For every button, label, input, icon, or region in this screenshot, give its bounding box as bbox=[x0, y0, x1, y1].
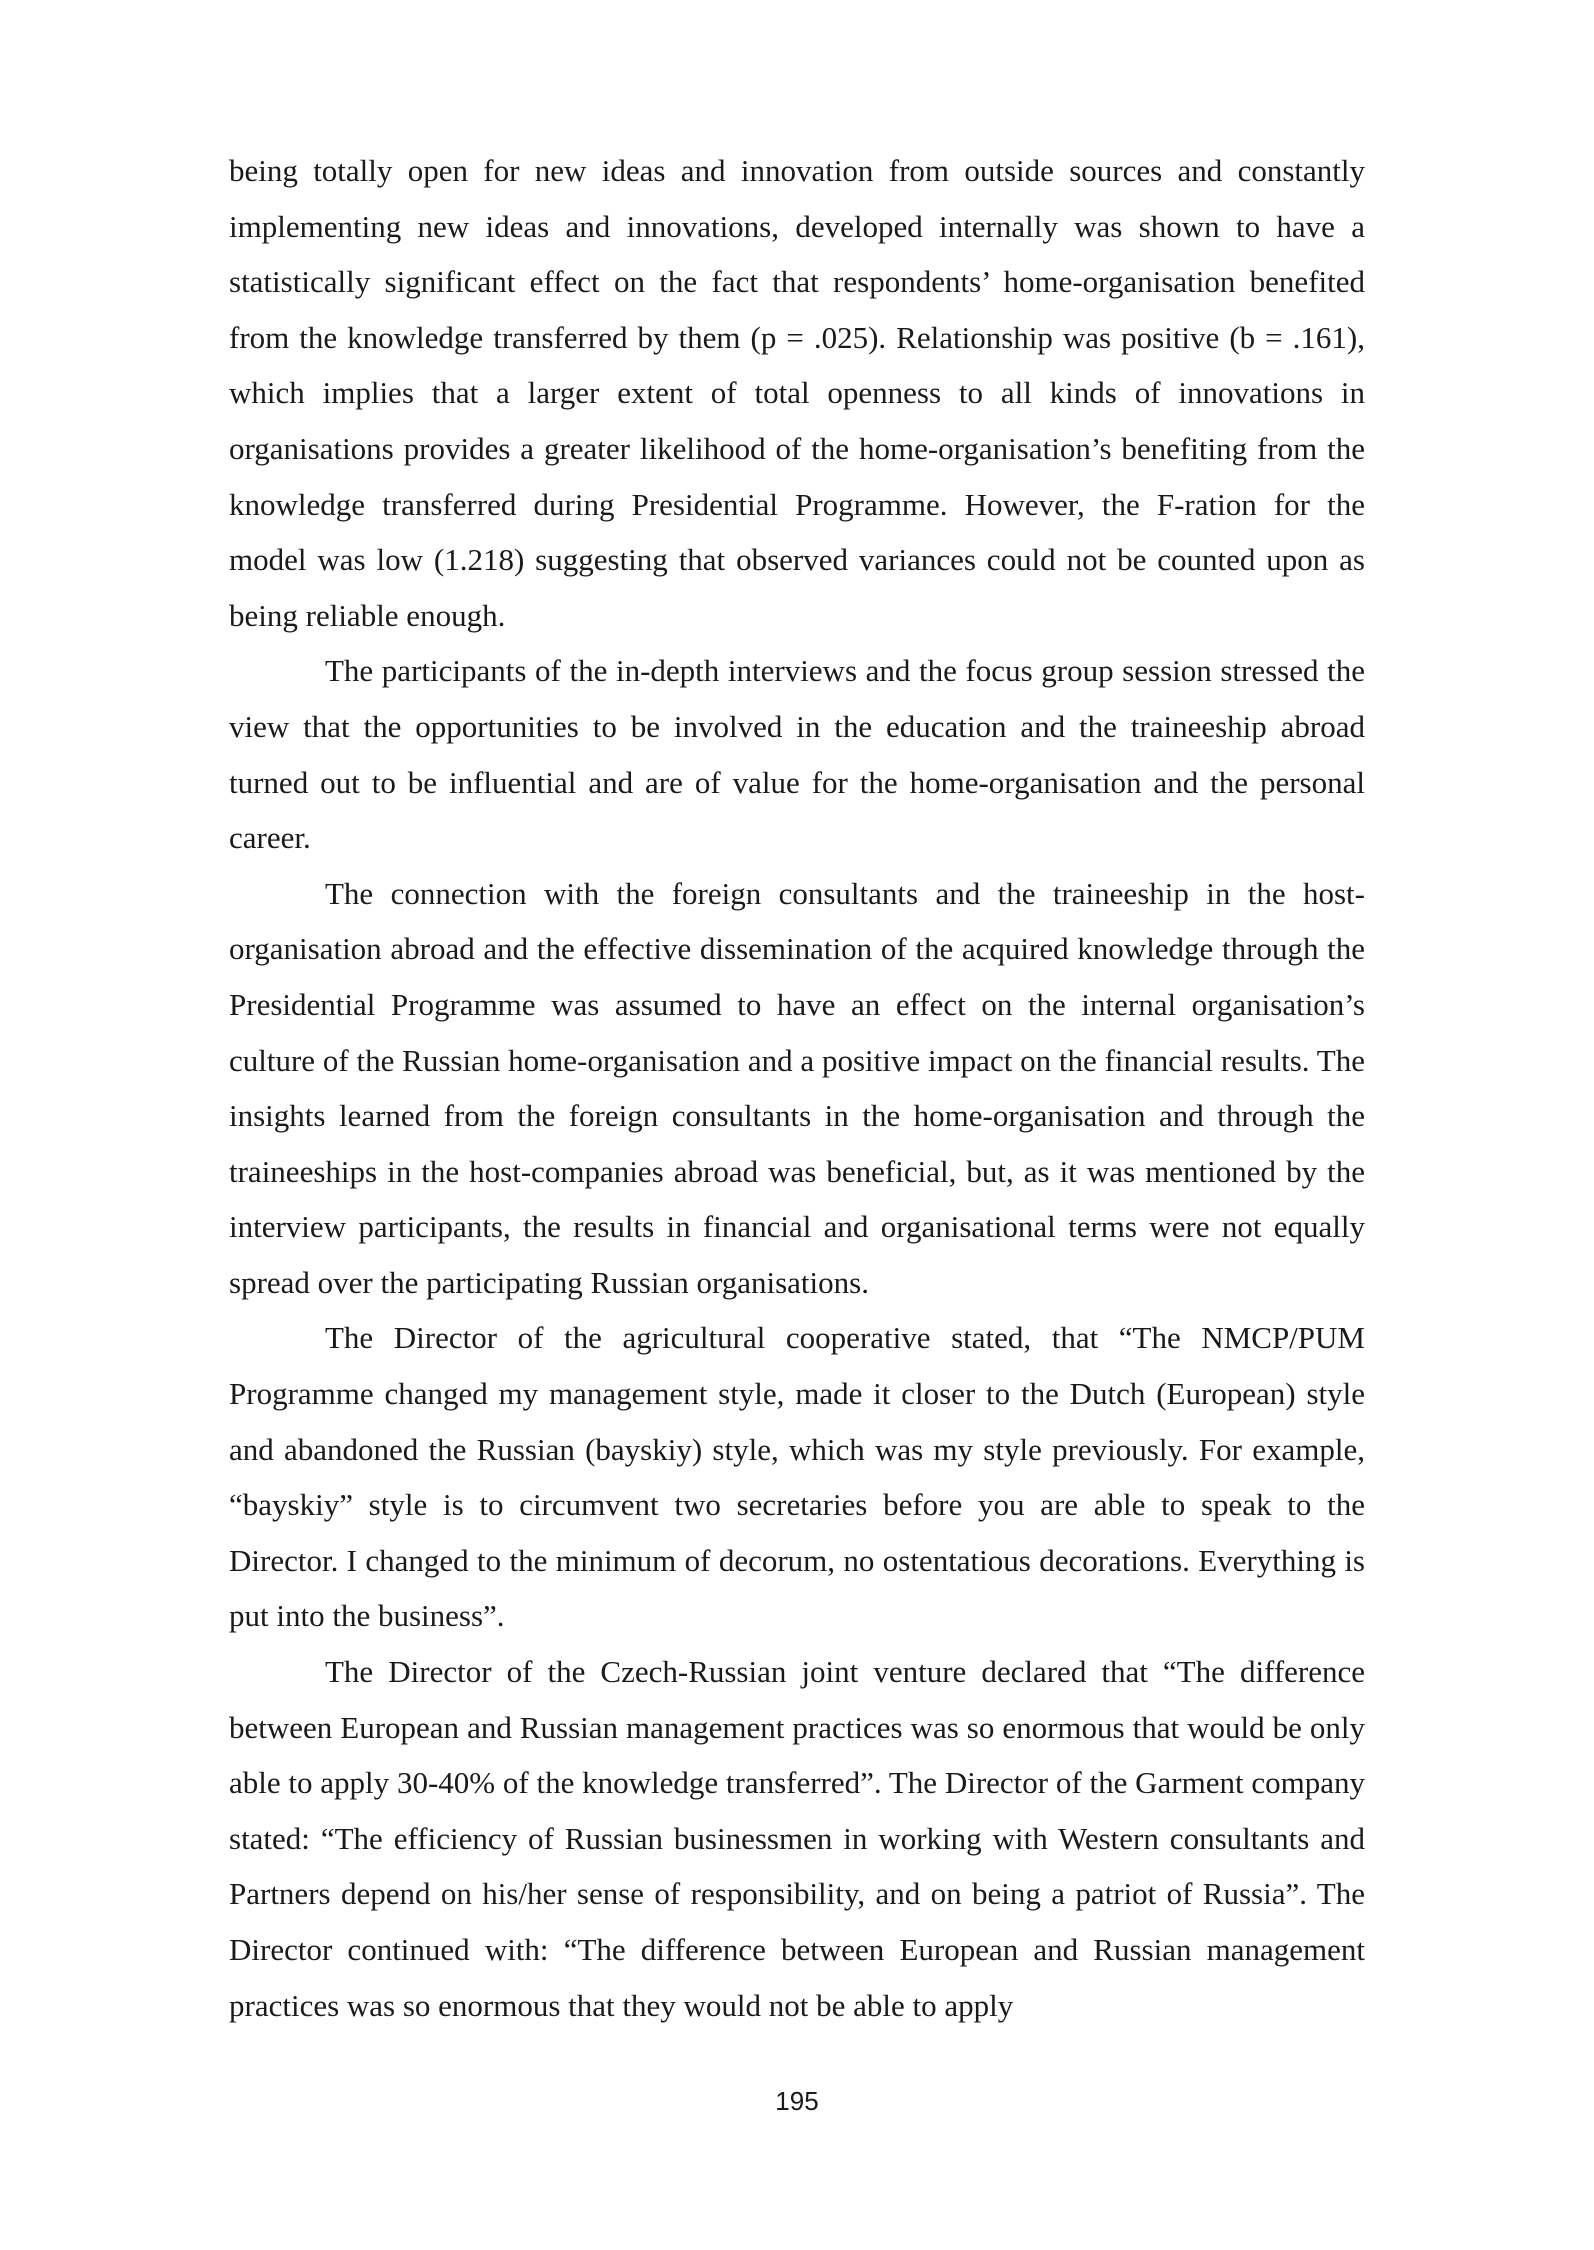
paragraph-2: The participants of the in-depth interviews and the focus group session stressed the view that the opportunities to be involved in the education and the traineeship abroad turned out to be influential and are of value for the home-organisation and the personal career. bbox=[229, 653, 1365, 856]
paragraph-1: being totally open for new ideas and innovation from outside sources and constantly implementing new ideas and innovations, developed internally was shown to have a statistically significant effect on the fact that respondents’ home-organisation benefited from the knowledge transferred by them (p = .025). Relationship was positive (b = .161), which implies that a larger extent of total openness to all kinds of innovations in organisations provides a greater likelihood of the home-organisation’s benefiting from the knowledge transferred during Presidential Programme. However, the F-ration for the model was low (1.218) suggesting that observed variances could not be counted upon as being reliable enough. bbox=[229, 153, 1365, 633]
paragraph-4: The Director of the agricultural cooperative stated, that “The NMCP/PUM Programme changed my management style, made it closer to the Dutch (European) style and abandoned the Russian (bayskiy) style, which was my style previously. For example, “bayskiy” style is to circumvent two secretaries before you are able to speak to the Director. I changed to the minimum of decorum, no ostentatious decorations. Everything is put into the business”. bbox=[229, 1320, 1365, 1634]
page-number: 195 bbox=[775, 2086, 819, 2116]
paragraph-5: The Director of the Czech-Russian joint venture declared that “The difference between European and Russian management practices was so enormous that would be only able to apply 30-40% of the knowledge transferred”. The Director of the Garment company stated: “The efficiency of Russian businessmen in working with Western consultants and Partners depend on his/her sense of responsibility, and on being a patriot of Russia”. The Director continued with: “The difference between European and Russian management practices was so enormous that they would not be able to apply bbox=[229, 1654, 1365, 2023]
body-text bbox=[229, 143, 1365, 2033]
paragraph-3: The connection with the foreign consultants and the traineeship in the host-organisation abroad and the effective dissemination of the acquired knowledge through the Presidential Programme was assumed to have an effect on the internal organisation’s culture of the Russian home-organisation and a positive impact on the financial results. The insights learned from the foreign consultants in the home-organisation and through the traineeships in the host-companies abroad was beneficial, but, as it was mentioned by the interview participants, the results in financial and organisational terms were not equally spread over the participating Russian organisations. bbox=[229, 875, 1365, 1300]
